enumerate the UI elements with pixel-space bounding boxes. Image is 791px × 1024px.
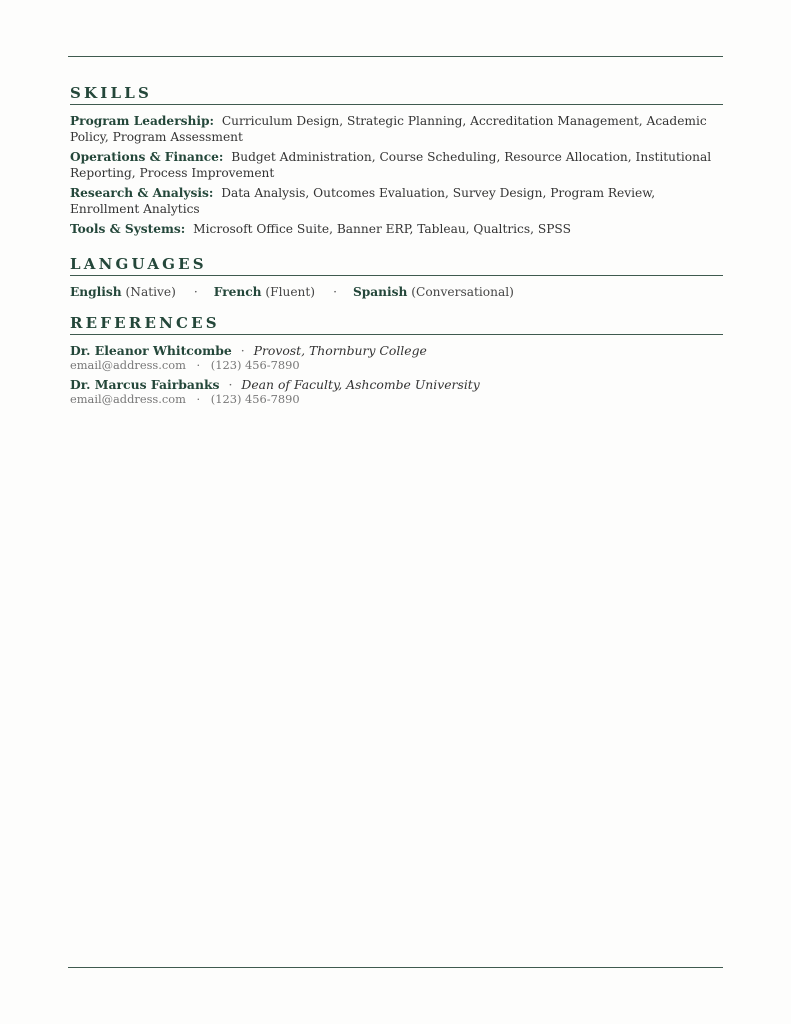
reference-item: [70, 377, 723, 406]
references-heading: REFERENCES: [70, 314, 723, 335]
reference-email: email@address.com: [70, 392, 186, 406]
language-level: (Fluent): [265, 285, 316, 299]
language-item-spanish: [353, 284, 514, 300]
reference-phone: (123) 456-7890: [210, 358, 300, 372]
reference-separator: ·: [240, 343, 245, 358]
language-level: (Conversational): [411, 285, 514, 299]
skill-row-operations-finance: [70, 149, 723, 181]
language-level: (Native): [125, 285, 176, 299]
skill-row-research-analysis: [70, 185, 723, 217]
languages-list: [70, 284, 723, 300]
reference-name: Dr. Marcus Fairbanks: [70, 377, 220, 392]
references-section: [70, 314, 723, 406]
languages-heading: LANGUAGES: [70, 255, 723, 276]
skill-row-program-leadership: [70, 113, 723, 145]
language-name: English: [70, 285, 122, 299]
skill-value: Budget Administration, Course Scheduling, Resource Allocation, Institutional Reporting, Process Improvement: [70, 150, 712, 180]
language-item-french: [214, 284, 315, 300]
top-divider: [68, 56, 723, 57]
references-list: [70, 343, 723, 406]
skill-label: Research & Analysis:: [70, 186, 214, 200]
languages-section: [70, 255, 723, 300]
language-separator: ·: [193, 285, 198, 299]
skill-value: Microsoft Office Suite, Banner ERP, Tableau, Qualtrics, SPSS: [193, 222, 571, 236]
reference-email: email@address.com: [70, 358, 186, 372]
skills-list: [70, 113, 723, 237]
resume-content: [70, 84, 723, 411]
language-separator: ·: [333, 285, 337, 299]
skill-row-tools-systems: [70, 221, 723, 237]
reference-separator: ·: [196, 358, 201, 372]
skill-value: Curriculum Design, Strategic Planning, Accreditation Management, Academic Policy, Program Assessment: [70, 114, 707, 144]
reference-separator: ·: [228, 377, 233, 392]
reference-name: Dr. Eleanor Whitcombe: [70, 343, 232, 358]
reference-item: [70, 343, 723, 372]
language-item-english: [70, 284, 176, 300]
reference-phone: (123) 456-7890: [210, 392, 300, 406]
skills-section: [70, 84, 723, 237]
bottom-divider: [68, 967, 723, 968]
skill-value: Data Analysis, Outcomes Evaluation, Survey Design, Program Review, Enrollment Analytics: [70, 186, 656, 216]
skill-label: Program Leadership:: [70, 114, 214, 128]
skills-heading: SKILLS: [70, 84, 723, 105]
language-name: French: [213, 285, 262, 299]
skill-label: Operations & Finance:: [70, 150, 224, 164]
language-name: Spanish: [352, 285, 408, 299]
reference-role: Dean of Faculty, Ashcombe University: [241, 377, 480, 392]
reference-role: Provost, Thornbury College: [253, 343, 427, 358]
skill-label: Tools & Systems:: [70, 222, 186, 236]
reference-separator: ·: [196, 392, 201, 406]
